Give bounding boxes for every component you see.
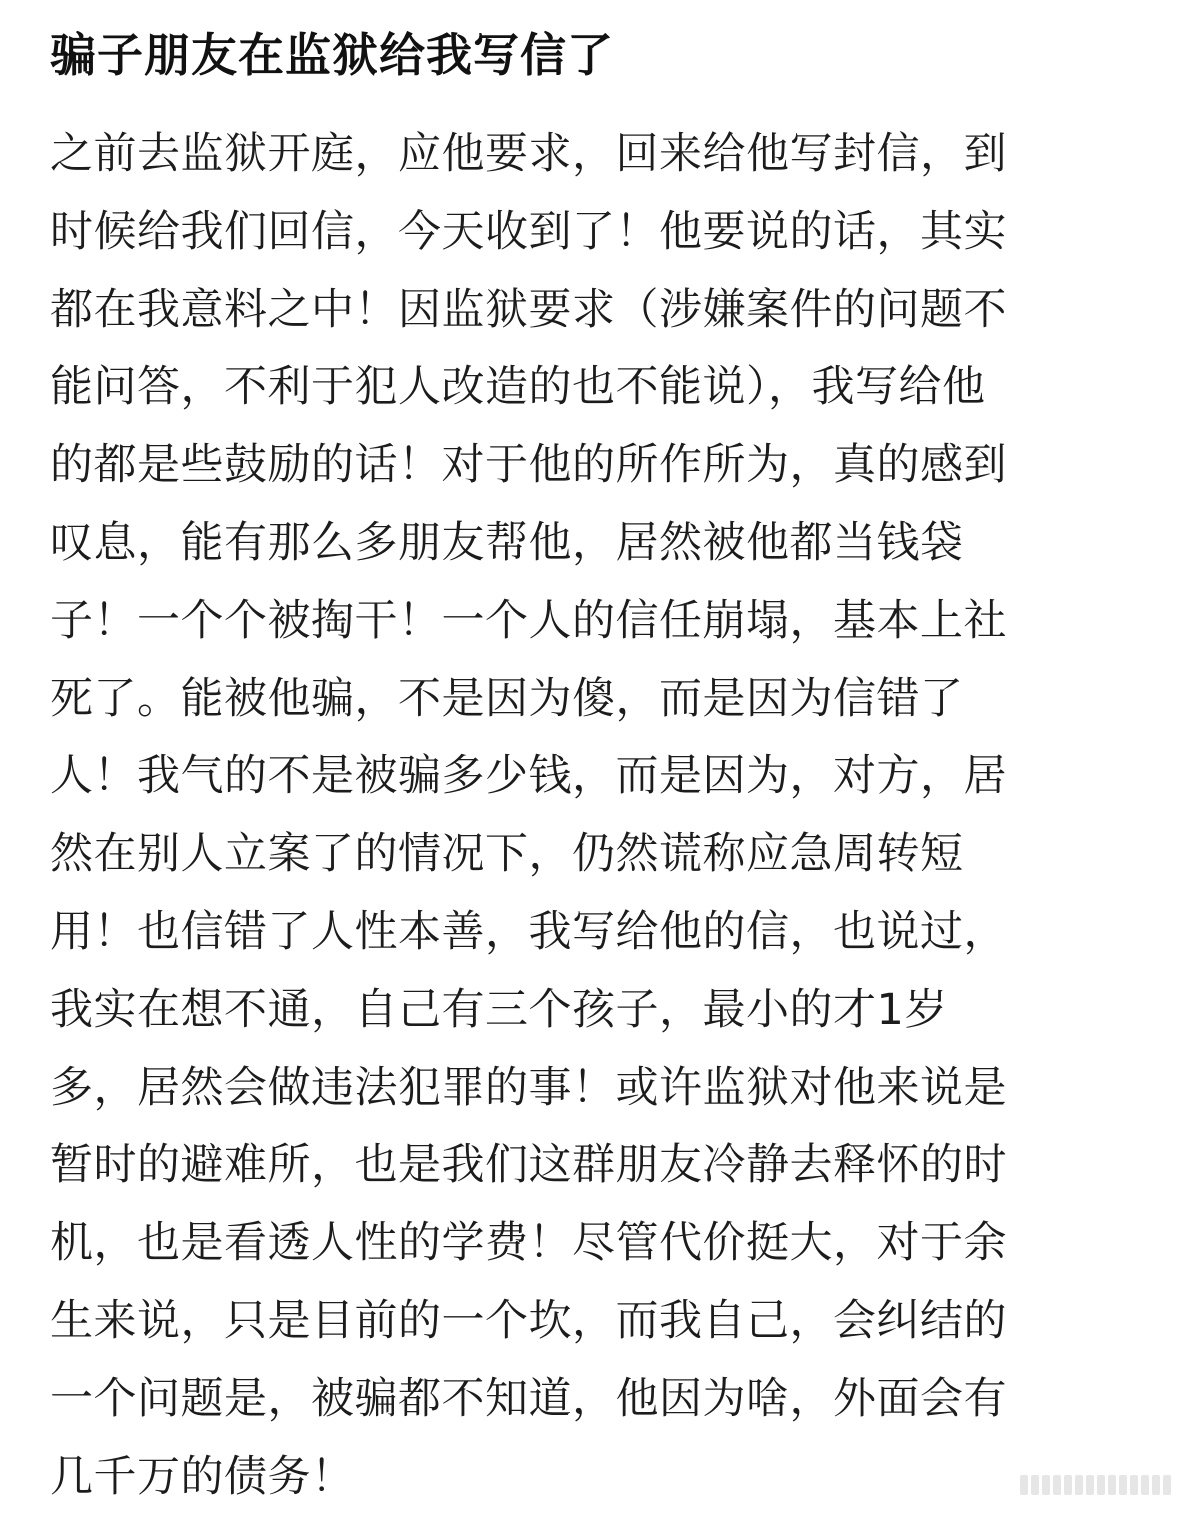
- post-title: 骗子朋友在监狱给我写信了: [50, 28, 614, 82]
- watermark-bar: [1141, 1475, 1149, 1495]
- watermark-bar: [1042, 1475, 1050, 1495]
- body-line-6: 叹息，能有那么多朋友帮他，居然被他都当钱袋: [50, 517, 964, 568]
- body-line-11: 用！也信错了人性本善，我写给他的信，也说过，: [50, 906, 1007, 957]
- watermark-bar: [1119, 1475, 1127, 1495]
- body-line-8: 死了。能被他骗，不是因为傻，而是因为信错了: [50, 673, 964, 724]
- body-line-15: 机，也是看透人性的学费！尽管代价挺大，对于余: [50, 1218, 1007, 1269]
- body-line-3: 都在我意料之中！因监狱要求（涉嫌案件的问题不: [50, 284, 1007, 335]
- watermark-bar: [1031, 1475, 1039, 1495]
- body-line-9: 人！我气的不是被骗多少钱，而是因为，对方，居: [50, 751, 1007, 802]
- body-line-10: 然在别人立案了的情况下，仍然谎称应急周转短: [50, 829, 964, 880]
- watermark-bar: [1086, 1475, 1094, 1495]
- body-line-7: 子！一个个被掏干！一个人的信任崩塌，基本上社: [50, 595, 1007, 646]
- watermark-bar: [1097, 1475, 1105, 1495]
- watermark: [1020, 1475, 1171, 1495]
- body-line-5: 的都是些鼓励的话！对于他的所作所为，真的感到: [50, 440, 1007, 491]
- body-line-2: 时候给我们回信，今天收到了！他要说的话，其实: [50, 206, 1007, 257]
- body-line-4: 能问答，不利于犯人改造的也不能说），我写给他: [50, 362, 986, 413]
- body-line-14: 暂时的避难所，也是我们这群朋友冷静去释怀的时: [50, 1140, 1007, 1191]
- body-line-1: 之前去监狱开庭，应他要求，回来给他写封信，到: [50, 129, 1007, 179]
- watermark-bar: [1152, 1475, 1160, 1495]
- body-line-17: 一个问题是，被骗都不知道，他因为啥，外面会有: [50, 1373, 1007, 1424]
- watermark-bar: [1130, 1475, 1138, 1495]
- body-line-12: 我实在想不通，自己有三个孩子，最小的才1岁: [50, 984, 948, 1035]
- watermark-bar: [1053, 1475, 1061, 1495]
- watermark-bar: [1064, 1475, 1072, 1495]
- watermark-bar: [1075, 1475, 1083, 1495]
- watermark-bar: [1020, 1475, 1028, 1495]
- body-line-18: 几千万的债务！: [50, 1451, 355, 1502]
- watermark-bar: [1108, 1475, 1116, 1495]
- body-line-13: 多，居然会做违法犯罪的事！或许监狱对他来说是: [50, 1062, 1007, 1113]
- post-body: [50, 116, 1130, 1516]
- body-line-16: 生来说，只是目前的一个坎，而我自己，会纠结的: [50, 1295, 1007, 1346]
- watermark-bar: [1163, 1475, 1171, 1495]
